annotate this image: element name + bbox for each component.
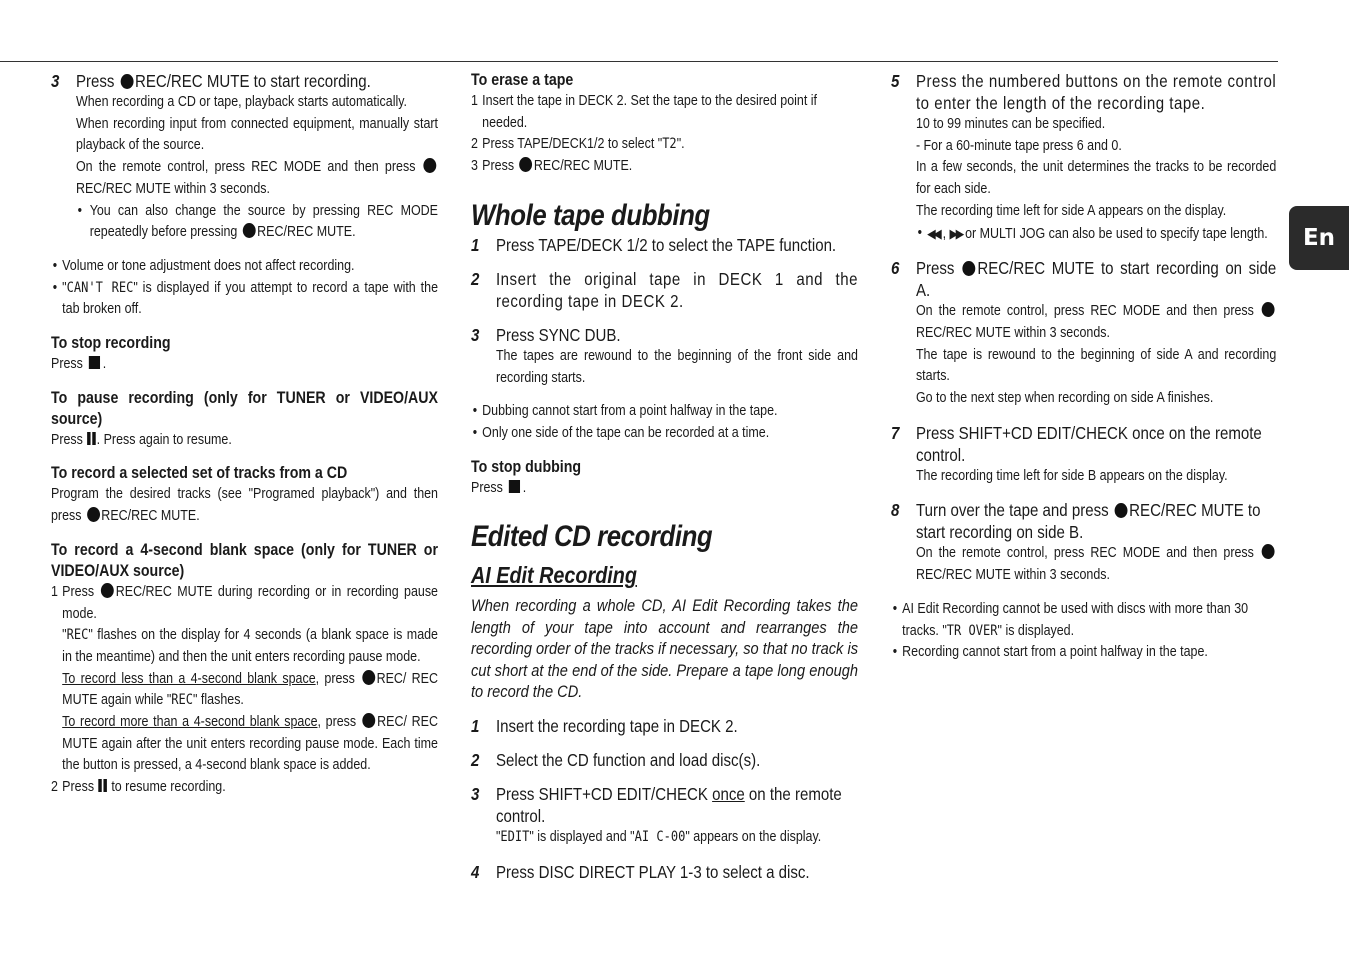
step-detail: The recording time left for side A appears on the display. <box>915 202 1227 219</box>
record-icon <box>519 157 532 172</box>
step-detail: The tape is rewound to the beginning of side A and recording starts. <box>915 346 1277 385</box>
display-text: AI C-00 <box>634 828 686 845</box>
list-item: 2 Press to resume recording. <box>51 779 226 796</box>
bullet-dot: • <box>77 202 83 219</box>
intro-text: When recording a whole CD, AI Edit Recording takes the length of your tape into account and rearranges the recording order of the tracks if necessary, so that no track is cut short at the end of the side. Prepare a tape long enough to record the CD. <box>471 596 858 702</box>
step-detail: In a few seconds, the unit determines the tracks to be recorded for each side. <box>915 159 1277 198</box>
section-heading: To record a 4-second blank space (only for TUNER or VIDEO/AUX source) <box>51 540 438 580</box>
record-icon <box>1262 544 1275 559</box>
step-text: REC/REC MUTE to start recording. <box>134 71 371 91</box>
section-text: Press . <box>471 479 527 496</box>
section-heading: To stop recording <box>51 334 171 353</box>
bullet: • ◀◀ , ▶▶ or MULTI JOG can also be used to specify tape length. <box>916 223 1276 246</box>
step-3: 3 Press SHIFT+CD EDIT/CHECK once on the remote control. "EDIT" is displayed and "AI C-00" appears on the display. <box>471 783 858 849</box>
note: • Recording cannot start from a point halfway in the tape. <box>892 644 1208 661</box>
record-icon <box>362 670 375 685</box>
section-text: Press . <box>51 356 107 373</box>
column-2 <box>471 70 858 883</box>
pause-icon <box>87 432 90 445</box>
step-1: 1 Insert the recording tape in DECK 2. <box>471 715 738 736</box>
step-1: 1 Press TAPE/DECK 1/2 to select the TAPE function. <box>471 234 837 255</box>
section-heading: To pause recording (only for TUNER or VIDEO/AUX source) <box>51 388 438 428</box>
record-icon <box>243 223 256 238</box>
list-item: 1 Press REC/REC MUTE during recording or in recording pause mode. "REC" flashes on the display for 4 seconds (a blank space is made in the meantime) and then the unit enters recording pause mode. To record less than a 4-second blank space, press REC/ REC MUTE again while "REC" flashes. To record more than a 4-second blank space, press REC/ REC MUTE again after the unit enters recording pause mode. Each time the button is pressed, a 4-second blank space is added. <box>51 583 439 774</box>
display-text: CAN'T REC <box>66 279 134 296</box>
step-detail: 10 to 99 minutes can be specified. <box>915 116 1106 132</box>
step-number: 3 <box>51 71 60 91</box>
step-2: 2 Select the CD function and load disc(s). <box>471 749 761 770</box>
column-1 <box>51 70 438 799</box>
display-text: TR OVER <box>946 622 998 639</box>
note: • Dubbing cannot start from a point halfway in the tape. <box>472 403 778 420</box>
record-icon <box>1115 503 1128 518</box>
record-icon <box>423 158 436 173</box>
pause-icon <box>92 432 95 445</box>
bullet: • You can also change the source by pressing REC MODE repeatedly before pressing REC/REC MUTE. <box>77 202 438 241</box>
display-text: REC <box>66 627 89 644</box>
step-detail: When recording input from connected equipment, manually start playback of the source. <box>75 115 438 154</box>
top-rule <box>0 61 1278 62</box>
stop-icon <box>89 356 100 369</box>
step-4: 4 Press DISC DIRECT PLAY 1-3 to select a disc. <box>471 861 810 882</box>
pause-icon <box>98 779 101 792</box>
list-item: 3 Press REC/REC MUTE. <box>471 158 633 175</box>
step-detail: The tapes are rewound to the beginning of the front side and recording starts. <box>495 347 858 386</box>
note: • Only one side of the tape can be recorded at a time. <box>472 424 770 441</box>
record-icon <box>120 74 133 89</box>
display-text: T2 <box>662 136 677 153</box>
step-2: 2 Insert the original tape in DECK 1 and the recording tape in DECK 2. <box>471 268 858 311</box>
record-icon <box>963 261 976 276</box>
list-item: 1 Insert the tape in DECK 2. Set the tape to the desired point if needed. <box>471 93 818 131</box>
record-icon <box>363 713 376 728</box>
record-icon <box>101 583 114 598</box>
note: • "CAN'T REC" is displayed if you attempt to record a tape with the tab broken off. <box>52 279 438 318</box>
pause-icon <box>104 779 107 792</box>
step-detail: On the remote control, press REC MODE and then press REC/REC MUTE within 3 seconds. <box>916 301 1276 344</box>
step-7: 7 Press SHIFT+CD EDIT/CHECK once on the remote control. The recording time left for side B appears on the display. <box>891 422 1276 488</box>
section-title: Edited CD recording <box>471 520 713 554</box>
list-item: 2 Press TAPE/DECK1/2 to select "T2". <box>471 136 685 153</box>
step-detail: - For a 60-minute tape press 6 and 0. <box>915 137 1122 154</box>
subsection-title: AI Edit Recording <box>471 562 637 589</box>
step-detail: The recording time left for side B appears on the display. <box>915 467 1228 484</box>
stop-icon <box>509 480 520 493</box>
section-title: Whole tape dubbing <box>471 198 710 232</box>
section-text: Program the desired tracks (see "Programed playback") and then press REC/REC MUTE. <box>51 486 438 525</box>
step-5: 5 Press the numbered buttons on the remote control to enter the length of the recording tape. 10 to 99 minutes can be specified. - For a 60-minute tape press 6 and 0. In a few seconds, the unit determines the tracks to be recorded for each side. The recording time left for side A appears on the display. • ◀◀ , ▶▶ or MULTI JOG can also be used to specify tape length. <box>891 70 1276 245</box>
language-tab[interactable]: En <box>1289 206 1349 270</box>
step-text: Press <box>75 71 115 91</box>
section-text: Press . Press again to resume. <box>51 431 232 448</box>
section-heading: To erase a tape <box>471 71 574 89</box>
display-text: REC <box>171 692 194 709</box>
note: • AI Edit Recording cannot be used with discs with more than 30 tracks. "TR OVER" is displayed. <box>892 600 1249 639</box>
step-detail: When recording a CD or tape, playback starts automatically. <box>75 94 408 110</box>
column-3 <box>891 70 1276 664</box>
record-icon <box>1262 302 1275 317</box>
note: • Volume or tone adjustment does not affect recording. <box>52 257 355 274</box>
step-3 <box>51 70 438 244</box>
fast-forward-icon: ▶▶ <box>949 225 962 241</box>
record-icon <box>87 507 100 522</box>
step-detail: On the remote control, press REC MODE and then press REC/REC MUTE within 3 seconds. <box>916 543 1276 586</box>
rewind-icon: ◀◀ <box>927 225 940 241</box>
step-3: 3 Press SYNC DUB. The tapes are rewound to the beginning of the front side and recording starts. <box>471 324 858 389</box>
section-heading: To record a selected set of tracks from a CD <box>51 464 348 483</box>
step-detail: "EDIT" is displayed and "AI C-00" appears on the display. <box>495 828 822 845</box>
step-detail: On the remote control, press REC MODE and then press REC/REC MUTE within 3 seconds. <box>76 157 438 200</box>
step-detail: Go to the next step when recording on side A finishes. <box>915 390 1214 407</box>
step-6: 6 Press REC/REC MUTE to start recording on side A. On the remote control, press REC MODE and then press REC/REC MUTE within 3 seconds. The tape is rewound to the beginning of side A and recording starts. Go to the next step when recording on side A finishes. <box>891 257 1276 410</box>
section-heading: To stop dubbing <box>471 457 582 476</box>
step-8: 8 Turn over the tape and press REC/REC MUTE to start recording on side B. On the remote control, press REC MODE and then press REC/REC MUTE within 3 seconds. <box>891 499 1276 586</box>
display-text: EDIT <box>500 828 530 845</box>
